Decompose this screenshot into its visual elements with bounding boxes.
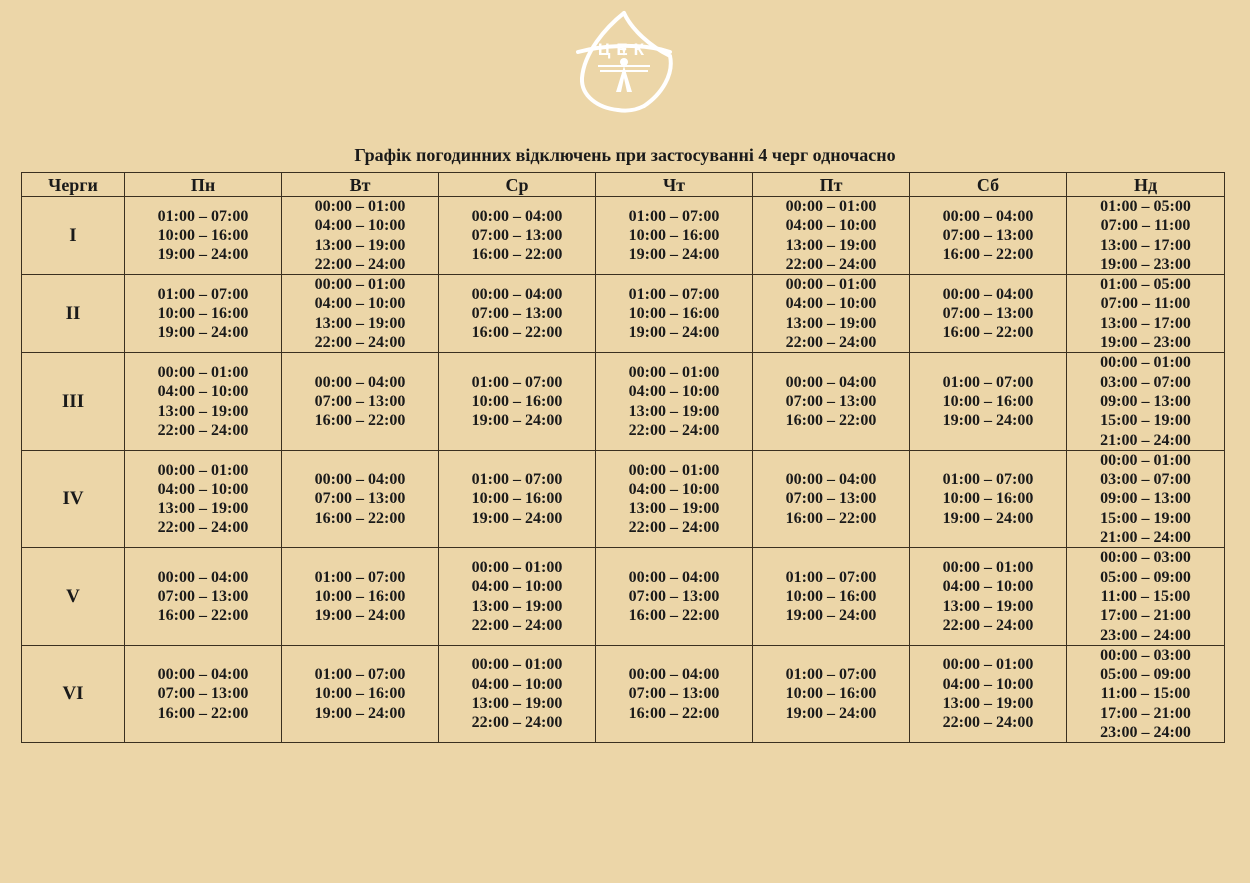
- time-slot: 04:00 – 10:00: [628, 383, 720, 401]
- time-slot: 19:00 – 24:00: [942, 509, 1034, 527]
- time-slot: 00:00 – 04:00: [942, 207, 1034, 225]
- time-slot: 00:00 – 04:00: [471, 285, 563, 303]
- time-slot: 22:00 – 24:00: [628, 421, 720, 439]
- time-slot: 10:00 – 16:00: [942, 490, 1034, 508]
- time-slot: 07:00 – 13:00: [628, 685, 720, 703]
- time-slot: 11:00 – 15:00: [1100, 685, 1191, 703]
- time-slot: 13:00 – 17:00: [1100, 236, 1191, 254]
- time-slot: 01:00 – 07:00: [628, 285, 720, 303]
- queue-label: V: [22, 548, 125, 645]
- time-slot: 19:00 – 24:00: [471, 412, 563, 430]
- time-slot: 01:00 – 07:00: [785, 568, 877, 586]
- time-slot: 07:00 – 13:00: [942, 226, 1034, 244]
- time-slot: 23:00 – 24:00: [1100, 626, 1191, 644]
- time-slot: 13:00 – 19:00: [785, 314, 877, 332]
- time-slot: 00:00 – 01:00: [471, 558, 563, 576]
- time-slot: 00:00 – 04:00: [942, 285, 1034, 303]
- table-row: [22, 548, 1225, 645]
- time-slot: 19:00 – 24:00: [785, 704, 877, 722]
- time-slot: 01:00 – 07:00: [314, 666, 406, 684]
- time-slot: 19:00 – 24:00: [314, 704, 406, 722]
- time-slot: 10:00 – 16:00: [314, 685, 406, 703]
- time-slot: 00:00 – 04:00: [314, 373, 406, 391]
- time-slot: 22:00 – 24:00: [942, 616, 1034, 634]
- schedule-cell: [125, 197, 282, 275]
- time-slot: 07:00 – 11:00: [1100, 217, 1191, 235]
- schedule-cell: [753, 548, 910, 645]
- time-slot: 19:00 – 23:00: [1100, 255, 1191, 273]
- time-slot: 19:00 – 24:00: [157, 246, 249, 264]
- time-slot: 04:00 – 10:00: [628, 480, 720, 498]
- header-sunday: Нд: [1067, 173, 1225, 197]
- time-slot: 07:00 – 13:00: [157, 685, 249, 703]
- time-slot: 22:00 – 24:00: [471, 616, 563, 634]
- time-slot: 01:00 – 07:00: [314, 568, 406, 586]
- time-slot: 07:00 – 13:00: [157, 587, 249, 605]
- time-slot: 01:00 – 07:00: [157, 207, 249, 225]
- time-slot: 00:00 – 01:00: [628, 364, 720, 382]
- schedule-cell: [439, 353, 596, 450]
- time-slot: 04:00 – 10:00: [157, 480, 249, 498]
- time-slot: 00:00 – 04:00: [157, 666, 249, 684]
- schedule-cell: [282, 548, 439, 645]
- time-slot: 00:00 – 04:00: [785, 471, 877, 489]
- schedule-cell: [596, 450, 753, 547]
- time-slot: 21:00 – 24:00: [1100, 431, 1191, 449]
- time-slot: 10:00 – 16:00: [471, 392, 563, 410]
- table-row: [22, 450, 1225, 547]
- schedule-cell: [282, 275, 439, 353]
- table-row: [22, 645, 1225, 742]
- outage-schedule-table: [21, 172, 1225, 743]
- time-slot: 00:00 – 01:00: [628, 461, 720, 479]
- time-slot: 10:00 – 16:00: [942, 392, 1034, 410]
- schedule-cell: [1067, 275, 1225, 353]
- schedule-cell: [439, 450, 596, 547]
- schedule-cell: [910, 450, 1067, 547]
- schedule-cell: [439, 548, 596, 645]
- time-slot: 19:00 – 24:00: [942, 412, 1034, 430]
- time-slot: 00:00 – 01:00: [471, 656, 563, 674]
- schedule-cell: [282, 197, 439, 275]
- time-slot: 10:00 – 16:00: [785, 685, 877, 703]
- table-header-row: [22, 173, 1225, 197]
- schedule-cell: [1067, 645, 1225, 742]
- header-monday: Пн: [125, 173, 282, 197]
- time-slot: 16:00 – 22:00: [785, 509, 877, 527]
- time-slot: 05:00 – 09:00: [1100, 568, 1191, 586]
- header-queue: Черги: [22, 173, 125, 197]
- time-slot: 00:00 – 01:00: [1100, 354, 1191, 372]
- header-tuesday: Вт: [282, 173, 439, 197]
- queue-label: II: [22, 275, 125, 353]
- time-slot: 09:00 – 13:00: [1100, 392, 1191, 410]
- time-slot: 01:00 – 07:00: [157, 285, 249, 303]
- time-slot: 00:00 – 03:00: [1100, 646, 1191, 664]
- time-slot: 22:00 – 24:00: [314, 334, 406, 352]
- time-slot: 01:00 – 07:00: [471, 471, 563, 489]
- time-slot: 15:00 – 19:00: [1100, 509, 1191, 527]
- time-slot: 16:00 – 22:00: [628, 607, 720, 625]
- time-slot: 10:00 – 16:00: [785, 587, 877, 605]
- time-slot: 13:00 – 19:00: [314, 236, 406, 254]
- time-slot: 16:00 – 22:00: [942, 246, 1034, 264]
- schedule-cell: [282, 353, 439, 450]
- time-slot: 16:00 – 22:00: [314, 509, 406, 527]
- time-slot: 13:00 – 19:00: [314, 314, 406, 332]
- time-slot: 03:00 – 07:00: [1100, 471, 1191, 489]
- schedule-cell: [1067, 450, 1225, 547]
- time-slot: 01:00 – 07:00: [942, 471, 1034, 489]
- time-slot: 11:00 – 15:00: [1100, 587, 1191, 605]
- time-slot: 10:00 – 16:00: [157, 305, 249, 323]
- time-slot: 04:00 – 10:00: [314, 295, 406, 313]
- time-slot: 16:00 – 22:00: [785, 412, 877, 430]
- queue-label: I: [22, 197, 125, 275]
- time-slot: 13:00 – 19:00: [157, 500, 249, 518]
- time-slot: 00:00 – 03:00: [1100, 549, 1191, 567]
- schedule-cell: [910, 197, 1067, 275]
- schedule-cell: [910, 548, 1067, 645]
- time-slot: 07:00 – 13:00: [314, 392, 406, 410]
- time-slot: 07:00 – 13:00: [628, 587, 720, 605]
- time-slot: 16:00 – 22:00: [628, 704, 720, 722]
- time-slot: 13:00 – 19:00: [942, 597, 1034, 615]
- table-row: [22, 197, 1225, 275]
- company-logo: [570, 8, 678, 116]
- time-slot: 13:00 – 19:00: [785, 236, 877, 254]
- time-slot: 00:00 – 01:00: [1100, 451, 1191, 469]
- schedule-cell: [910, 645, 1067, 742]
- schedule-cell: [439, 197, 596, 275]
- queue-label: IV: [22, 450, 125, 547]
- time-slot: 00:00 – 01:00: [157, 461, 249, 479]
- schedule-cell: [439, 275, 596, 353]
- time-slot: 00:00 – 04:00: [157, 568, 249, 586]
- schedule-cell: [910, 353, 1067, 450]
- time-slot: 04:00 – 10:00: [471, 675, 563, 693]
- time-slot: 04:00 – 10:00: [314, 217, 406, 235]
- time-slot: 13:00 – 19:00: [471, 695, 563, 713]
- time-slot: 07:00 – 13:00: [785, 392, 877, 410]
- time-slot: 19:00 – 24:00: [628, 324, 720, 342]
- schedule-cell: [125, 275, 282, 353]
- time-slot: 00:00 – 04:00: [471, 207, 563, 225]
- schedule-cell: [753, 645, 910, 742]
- logo-text: ЦЕК: [597, 40, 651, 59]
- header-friday: Пт: [753, 173, 910, 197]
- time-slot: 16:00 – 22:00: [157, 704, 249, 722]
- schedule-cell: [125, 450, 282, 547]
- time-slot: 04:00 – 10:00: [942, 675, 1034, 693]
- schedule-cell: [125, 548, 282, 645]
- time-slot: 19:00 – 24:00: [471, 509, 563, 527]
- time-slot: 00:00 – 01:00: [785, 276, 877, 294]
- header-saturday: Сб: [910, 173, 1067, 197]
- schedule-cell: [596, 645, 753, 742]
- time-slot: 13:00 – 19:00: [628, 402, 720, 420]
- time-slot: 00:00 – 01:00: [942, 656, 1034, 674]
- schedule-cell: [282, 645, 439, 742]
- time-slot: 00:00 – 04:00: [628, 568, 720, 586]
- time-slot: 19:00 – 23:00: [1100, 334, 1191, 352]
- time-slot: 00:00 – 04:00: [314, 471, 406, 489]
- time-slot: 10:00 – 16:00: [628, 226, 720, 244]
- schedule-cell: [125, 645, 282, 742]
- schedule-cell: [596, 275, 753, 353]
- time-slot: 10:00 – 16:00: [157, 226, 249, 244]
- time-slot: 07:00 – 13:00: [471, 305, 563, 323]
- time-slot: 22:00 – 24:00: [157, 519, 249, 537]
- time-slot: 22:00 – 24:00: [628, 519, 720, 537]
- time-slot: 17:00 – 21:00: [1100, 704, 1191, 722]
- time-slot: 01:00 – 05:00: [1100, 198, 1191, 215]
- time-slot: 05:00 – 09:00: [1100, 666, 1191, 684]
- queue-label: III: [22, 353, 125, 450]
- time-slot: 00:00 – 04:00: [785, 373, 877, 391]
- time-slot: 16:00 – 22:00: [314, 412, 406, 430]
- time-slot: 01:00 – 07:00: [942, 373, 1034, 391]
- time-slot: 13:00 – 19:00: [942, 695, 1034, 713]
- time-slot: 10:00 – 16:00: [314, 587, 406, 605]
- header-thursday: Чт: [596, 173, 753, 197]
- time-slot: 19:00 – 24:00: [628, 246, 720, 264]
- time-slot: 22:00 – 24:00: [314, 255, 406, 273]
- time-slot: 10:00 – 16:00: [628, 305, 720, 323]
- schedule-cell: [125, 353, 282, 450]
- schedule-cell: [753, 353, 910, 450]
- time-slot: 04:00 – 10:00: [471, 578, 563, 596]
- time-slot: 00:00 – 01:00: [314, 276, 406, 294]
- time-slot: 19:00 – 24:00: [157, 324, 249, 342]
- schedule-cell: [753, 450, 910, 547]
- schedule-title: Графік погодинних відключень при застосуванні 4 черг одночасно: [354, 145, 896, 165]
- time-slot: 16:00 – 22:00: [942, 324, 1034, 342]
- time-slot: 17:00 – 21:00: [1100, 607, 1191, 625]
- table-row: [22, 353, 1225, 450]
- time-slot: 16:00 – 22:00: [471, 324, 563, 342]
- time-slot: 13:00 – 17:00: [1100, 314, 1191, 332]
- time-slot: 04:00 – 10:00: [785, 217, 877, 235]
- time-slot: 04:00 – 10:00: [942, 578, 1034, 596]
- schedule-cell: [753, 197, 910, 275]
- time-slot: 16:00 – 22:00: [471, 246, 563, 264]
- time-slot: 16:00 – 22:00: [157, 607, 249, 625]
- time-slot: 04:00 – 10:00: [157, 383, 249, 401]
- schedule-cell: [910, 275, 1067, 353]
- schedule-cell: [1067, 197, 1225, 275]
- time-slot: 01:00 – 07:00: [628, 207, 720, 225]
- tower-star-logo-icon: [570, 8, 678, 116]
- time-slot: 04:00 – 10:00: [785, 295, 877, 313]
- time-slot: 19:00 – 24:00: [785, 607, 877, 625]
- time-slot: 01:00 – 07:00: [471, 373, 563, 391]
- schedule-cell: [1067, 548, 1225, 645]
- time-slot: 22:00 – 24:00: [471, 714, 563, 732]
- time-slot: 00:00 – 01:00: [314, 198, 406, 215]
- queue-label: VI: [22, 645, 125, 742]
- time-slot: 07:00 – 13:00: [314, 490, 406, 508]
- time-slot: 13:00 – 19:00: [628, 500, 720, 518]
- time-slot: 07:00 – 11:00: [1100, 295, 1191, 313]
- time-slot: 10:00 – 16:00: [471, 490, 563, 508]
- time-slot: 13:00 – 19:00: [471, 597, 563, 615]
- time-slot: 07:00 – 13:00: [785, 490, 877, 508]
- schedule-cell: [1067, 353, 1225, 450]
- schedule-cell: [596, 548, 753, 645]
- time-slot: 22:00 – 24:00: [785, 334, 877, 352]
- schedule-cell: [282, 450, 439, 547]
- time-slot: 09:00 – 13:00: [1100, 490, 1191, 508]
- time-slot: 19:00 – 24:00: [314, 607, 406, 625]
- time-slot: 00:00 – 01:00: [157, 364, 249, 382]
- schedule-cell: [596, 353, 753, 450]
- table-row: [22, 275, 1225, 353]
- time-slot: 01:00 – 05:00: [1100, 276, 1191, 294]
- header-wednesday: Ср: [439, 173, 596, 197]
- time-slot: 00:00 – 01:00: [785, 198, 877, 215]
- schedule-cell: [753, 275, 910, 353]
- time-slot: 13:00 – 19:00: [157, 402, 249, 420]
- time-slot: 22:00 – 24:00: [157, 421, 249, 439]
- schedule-cell: [439, 645, 596, 742]
- time-slot: 07:00 – 13:00: [471, 226, 563, 244]
- time-slot: 00:00 – 04:00: [628, 666, 720, 684]
- time-slot: 00:00 – 01:00: [942, 558, 1034, 576]
- time-slot: 22:00 – 24:00: [785, 255, 877, 273]
- schedule-cell: [596, 197, 753, 275]
- time-slot: 22:00 – 24:00: [942, 714, 1034, 732]
- time-slot: 15:00 – 19:00: [1100, 412, 1191, 430]
- time-slot: 01:00 – 07:00: [785, 666, 877, 684]
- time-slot: 03:00 – 07:00: [1100, 373, 1191, 391]
- time-slot: 21:00 – 24:00: [1100, 529, 1191, 547]
- time-slot: 07:00 – 13:00: [942, 305, 1034, 323]
- time-slot: 23:00 – 24:00: [1100, 724, 1191, 742]
